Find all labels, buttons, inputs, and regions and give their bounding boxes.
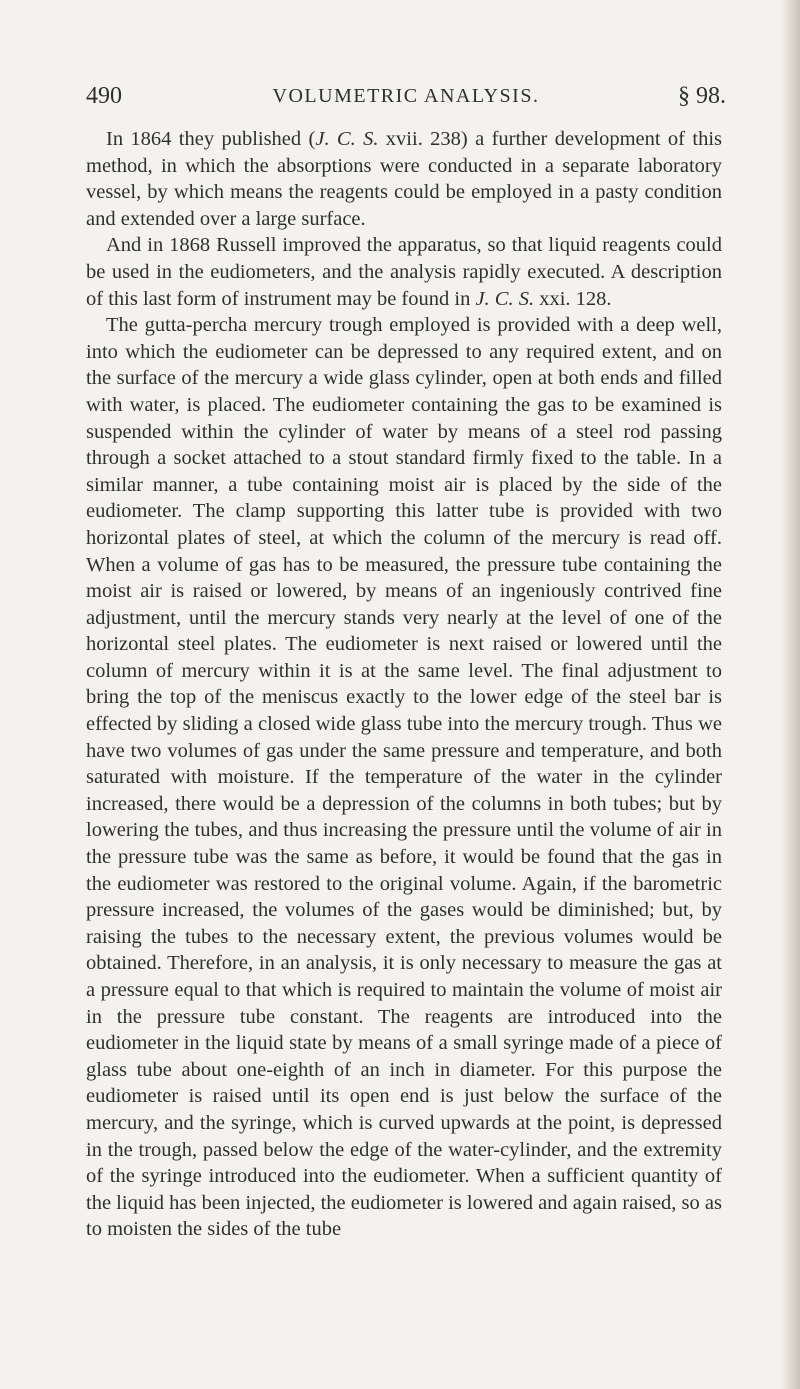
paragraph-1-text-cont: xvii. 238) a further development of this method, in which the absorptions were conducted in a separate laboratory vessel, by which means the reagents could be employed in a pasty condition and extended over a large surface. <box>86 128 722 230</box>
page-number: 490 <box>86 83 122 109</box>
paragraph-2 <box>86 232 722 312</box>
body-text <box>86 126 722 1243</box>
paragraph-1 <box>86 126 722 232</box>
running-head <box>86 76 726 116</box>
section-number: § 98. <box>678 83 726 109</box>
paragraph-1-text: In 1864 they published ( <box>106 128 316 150</box>
paragraph-2-text: And in 1868 Russell improved the apparatus, so that liquid reagents could be used in the eudiometers, and the analysis rapidly executed. A description of this last form of instrument may be found in <box>86 234 722 310</box>
page-edge-shadow <box>780 0 800 1389</box>
paragraph-2-text-cont: xxi. 128. <box>534 287 612 310</box>
journal-reference: J. C. S. <box>475 287 535 310</box>
journal-reference: J. C. S. <box>315 128 379 150</box>
running-title: VOLUMETRIC ANALYSIS. <box>272 85 540 107</box>
paragraph-3: The gutta-percha mercury trough employed is provided with a deep well, into which the eudiometer can be depressed to any required extent, and on the surface of the mercury a wide glass cylinder, open at both ends and filled with water, is placed. The eudiometer containing the gas to be examined is suspended within the cylinder of water by means of a steel rod passing through a socket attached to a stout standard firmly fixed to the table. In a similar manner, a tube containing moist air is placed by the side of the eudiometer. The clamp supporting this latter tube is provided with two horizontal plates of steel, at which the column of the mercury is read off. When a volume of gas has to be measured, the pressure tube containing the moist air is raised or lowered, by means of an ingeniously contrived fine adjustment, until the mercury stands very nearly at the level of one of the horizontal steel plates. The eudiometer is next raised or lowered until the column of mercury within it is at the same level. The final adjustment to bring the top of the meniscus exactly to the lower edge of the steel bar is effected by sliding a closed wide glass tube into the mercury trough. Thus we have two volumes of gas under the same pressure and temperature, and both saturated with moisture. If the temperature of the water in the cylinder increased, there would be a depression of the columns in both tubes; but by lowering the tubes, and thus increasing the pressure until the volume of air in the pressure tube was the same as before, it would be found that the gas in the eudiometer was restored to the original volume. Again, if the barometric pressure increased, the volumes of the gases would be diminished; but, by raising the tubes to the necessary extent, the previous volumes would be obtained. Therefore, in an analysis, it is only necessary to measure the gas at a pressure equal to that which is required to maintain the volume of moist air in the pressure tube constant. The reagents are introduced into the eudiometer in the liquid state by means of a small syringe made of a piece of glass tube about one-eighth of an inch in diameter. For this purpose the eudiometer is raised until its open end is just below the surface of the mercury, and the syringe, which is curved upwards at the point, is depressed in the trough, passed below the edge of the water-cylinder, and the extremity of the syringe introduced into the eudiometer. When a sufficient quantity of the liquid has been injected, the eudiometer is lowered and again raised, so as to moisten the sides of the tube <box>86 314 722 1241</box>
